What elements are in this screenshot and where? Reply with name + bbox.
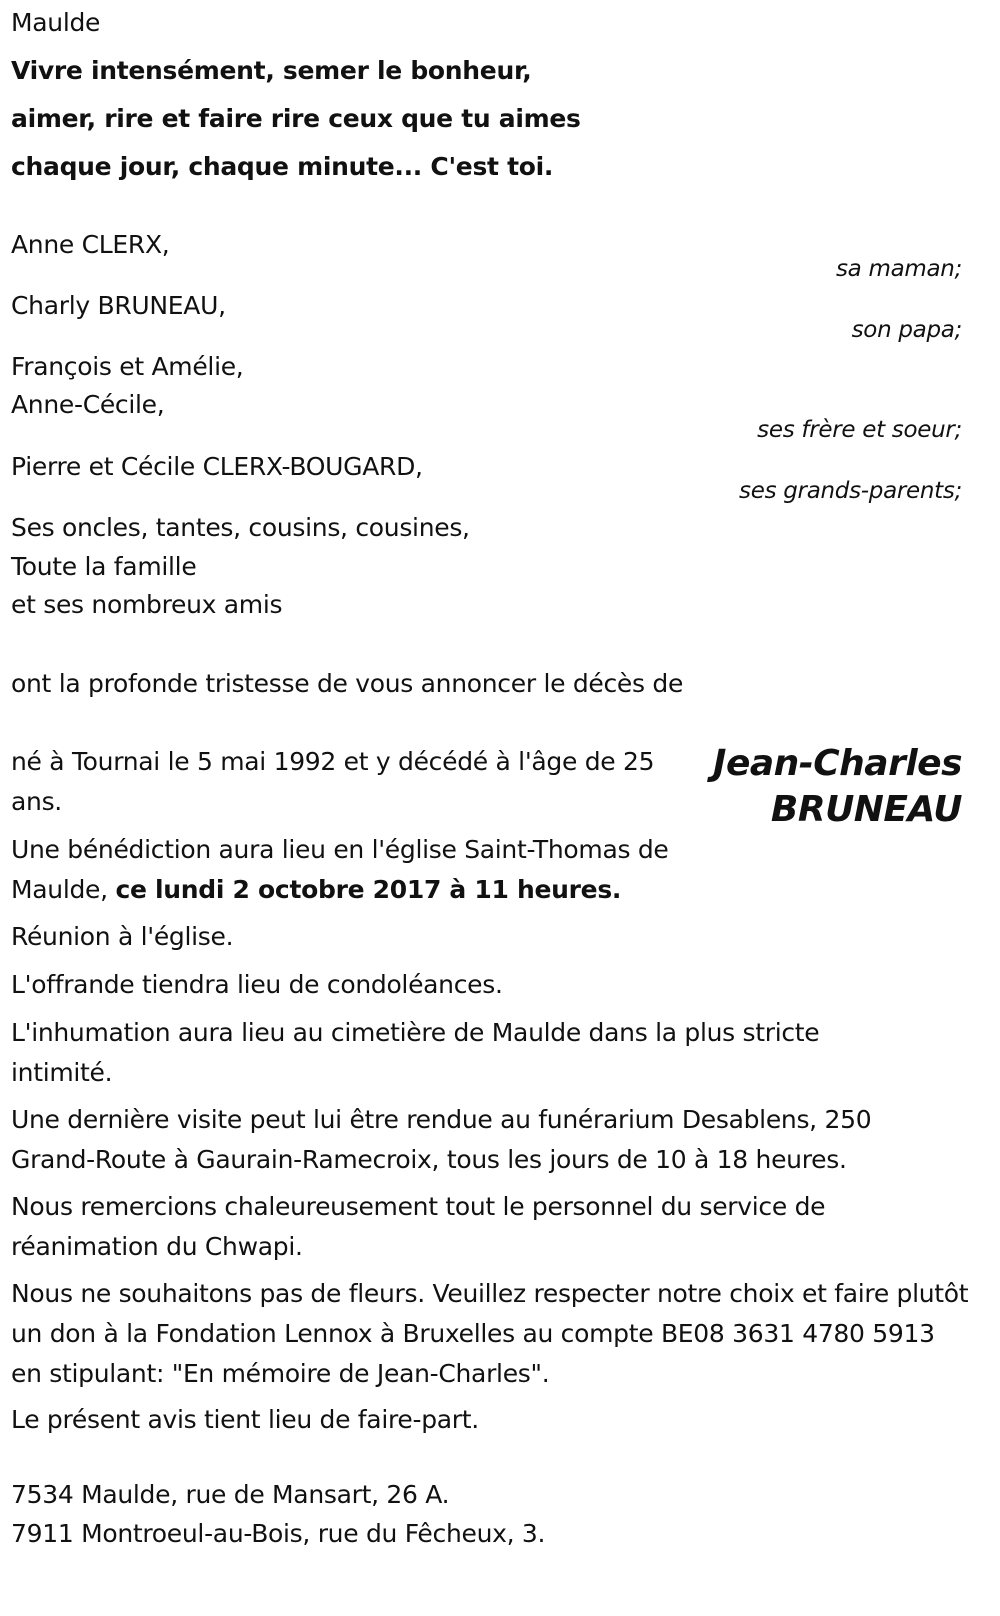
- notice-info: Le présent avis tient lieu de faire-part.: [11, 1405, 479, 1434]
- ceremony-prefix: Une bénédiction aura lieu en l'église Saint-Thomas de Maulde,: [11, 835, 669, 904]
- family-relation-mother: sa maman;: [835, 256, 962, 282]
- meeting-info: Réunion à l'église.: [11, 922, 234, 951]
- family-name-siblings-1: François et Amélie,: [11, 352, 244, 381]
- family-others-3: et ses nombreux amis: [11, 590, 283, 619]
- offering-info: L'offrande tiendra lieu de condoléances.: [11, 970, 503, 999]
- family-name-grandparents: Pierre et Cécile CLERX-BOUGARD,: [11, 452, 423, 481]
- ceremony-info: [11, 830, 721, 910]
- deceased-first-name: Jean-Charles: [713, 743, 962, 784]
- family-name-siblings-2: Anne-Cécile,: [11, 390, 165, 419]
- flowers-info: Nous ne souhaitons pas de fleurs. Veuillez respecter notre choix et faire plutôt un don à la Fondation Lennox à Bruxelles au compte BE08 3631 4780 5913 en stipulant: "En mémoire de Jean-Charles".: [11, 1279, 969, 1388]
- address-1: 7534 Maulde, rue de Mansart, 26 A.: [11, 1480, 450, 1509]
- quote-line-3: chaque jour, chaque minute... C'est toi.: [11, 152, 554, 181]
- visit-info: Une dernière visite peut lui être rendue au funérarium Desablens, 250 Grand-Route à Gaurain-Ramecroix, tous les jours de 10 à 18 heures.: [11, 1105, 872, 1174]
- family-relation-father: son papa;: [851, 317, 962, 343]
- announcement-text: ont la profonde tristesse de vous annoncer le décès de: [11, 669, 684, 698]
- quote-line-1: Vivre intensément, semer le bonheur,: [11, 56, 532, 85]
- family-name-father: Charly BRUNEAU,: [11, 291, 226, 320]
- birth-info: né à Tournai le 5 mai 1992 et y décédé à l'âge de 25 ans.: [11, 747, 655, 816]
- location-header: Maulde: [11, 8, 101, 37]
- family-others-1: Ses oncles, tantes, cousins, cousines,: [11, 513, 470, 542]
- deceased-last-name: BRUNEAU: [770, 789, 962, 830]
- quote-line-2: aimer, rire et faire rire ceux que tu aimes: [11, 104, 581, 133]
- family-others-2: Toute la famille: [11, 552, 197, 581]
- family-name-mother: Anne CLERX,: [11, 230, 170, 259]
- address-2: 7911 Montroeul-au-Bois, rue du Fêcheux, 3.: [11, 1519, 546, 1548]
- family-relation-grandparents: ses grands-parents;: [739, 478, 962, 504]
- family-relation-siblings: ses frère et soeur;: [757, 417, 962, 443]
- ceremony-date: ce lundi 2 octobre 2017 à 11 heures.: [115, 875, 622, 904]
- burial-info: L'inhumation aura lieu au cimetière de Maulde dans la plus stricte intimité.: [11, 1018, 820, 1087]
- thanks-info: Nous remercions chaleureusement tout le personnel du service de réanimation du Chwapi.: [11, 1192, 826, 1261]
